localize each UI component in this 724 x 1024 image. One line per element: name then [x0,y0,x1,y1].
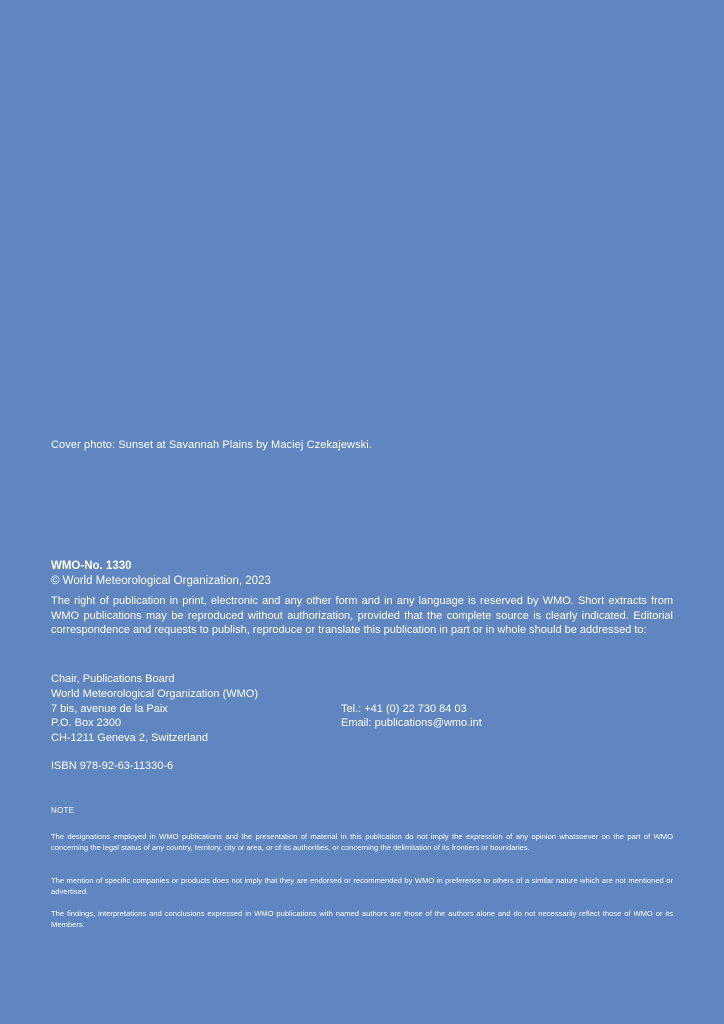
note-heading: NOTE [51,806,75,815]
address-row [51,702,673,717]
cover-photo-credit: Cover photo: Sunset at Savannah Plains by Maciej Czekajewski. [51,439,372,451]
publication-number: WMO-No. 1330 [51,560,132,572]
address-line-4: P.O. Box 2300 [51,717,122,730]
address-row [51,672,673,687]
address-line-2: World Meteorological Organization (WMO) [51,687,259,700]
address-line-5: CH-1211 Geneva 2, Switzerland [51,732,208,745]
address-line-1: Chair, Publications Board [51,673,175,685]
email-address[interactable]: Email: publications@wmo.int [341,717,482,730]
note-paragraph-designations: The designations employed in WMO publications and the presentation of material in this publication do not imply the expression of any opinion whatsoever on the part of WMO concerning the legal status of any country, territory, city or area, or of its authorities, or concerning the delimitation of its frontiers or boundaries. [51,832,673,853]
correspondence-address [51,672,673,746]
isbn-number: ISBN 978-92-63-11330-6 [51,760,174,772]
note-paragraph-companies: The mention of specific companies or products does not imply that they are endorsed or recommended by WMO in preference to others of a similar nature which are not mentioned or advertised. [51,876,673,897]
note-paragraph-findings: The findings, interpretations and conclusions expressed in WMO publications with named authors are those of the authors alone and do not necessarily reflect those of WMO or its Members. [51,909,673,930]
address-row [51,687,673,702]
rights-section [51,559,673,638]
address-line-3: 7 bis, avenue de la Paix [51,702,168,715]
copyright-line: © World Meteorological Organization, 2023 [51,575,271,587]
address-row [51,716,673,731]
telephone: Tel.: +41 (0) 22 730 84 03 [341,702,467,715]
rights-statement: The right of publication in print, electronic and any other form and in any language is reserved by WMO. Short extracts from WMO publications may be reproduced without authorization, provided that the complete source is clearly indicated. Editorial correspondence and requests to publish, reproduce or translate this publication in part or in whole should be addressed to: [51,595,673,636]
address-row [51,731,673,746]
